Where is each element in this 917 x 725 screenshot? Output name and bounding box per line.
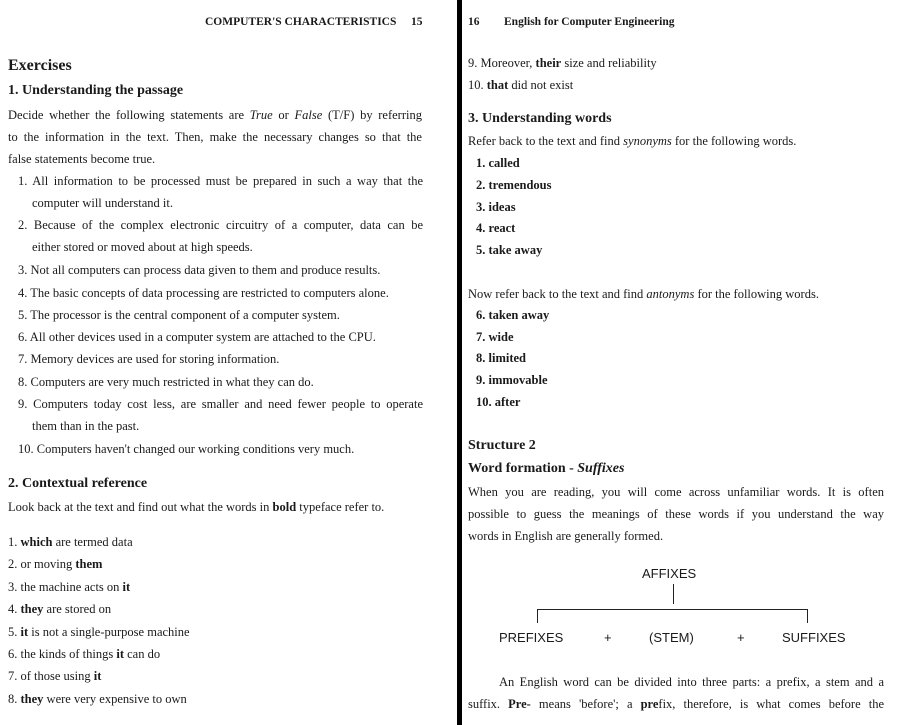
section1-instructions-line: false statements become true. xyxy=(8,152,156,166)
list-item: 3. Not all computers can process data given to them and produce results. xyxy=(18,263,381,277)
list-item: 5. The processor is the central component of a computer system. xyxy=(18,308,340,322)
list-item: 10. that did not exist xyxy=(468,78,574,92)
list-item: 10. Computers haven't changed our working conditions very much. xyxy=(18,442,355,456)
plus-sign: + xyxy=(737,630,745,645)
word-item: 8. limited xyxy=(476,351,526,365)
list-item: 1. which are termed data xyxy=(8,535,133,549)
list-item: 4. The basic concepts of data processing are restricted to computers alone. xyxy=(18,286,389,300)
list-item: 9. Moreover, their size and reliability xyxy=(468,56,657,70)
section1-instructions-line: to the information in the text. Then, make the necessary changes so that the xyxy=(8,130,422,144)
page-number: 16 xyxy=(468,16,480,28)
list-item: 1. All information to be processed must be prepared in such a way that the xyxy=(18,174,423,188)
antonyms-instructions: Now refer back to the text and find antonyms for the following words. xyxy=(468,287,819,301)
section2-instructions: Look back at the text and find out what the words in bold typeface refer to. xyxy=(8,500,385,514)
word-item: 10. after xyxy=(476,395,521,409)
left-page xyxy=(0,0,457,725)
paragraph-line: An English word can be divided into three parts: a prefix, a stem and a xyxy=(499,675,884,689)
list-item: 2. or moving them xyxy=(8,557,103,571)
exercises-heading: Exercises xyxy=(8,57,72,74)
section-heading-understanding-words: 3. Understanding words xyxy=(468,111,612,126)
list-item: 2. Because of the complex electronic circuitry of a computer, data can be xyxy=(18,218,423,232)
word-formation-subheading: Word formation - Suffixes xyxy=(468,461,625,476)
diagram-connector xyxy=(673,584,674,604)
running-header-title: English for Computer Engineering xyxy=(504,16,675,28)
list-item: 6. the kinds of things it can do xyxy=(8,647,161,661)
affixes-label: AFFIXES xyxy=(642,566,697,581)
word-item: 1. called xyxy=(476,156,520,170)
word-item: 2. tremendous xyxy=(476,178,552,192)
prefixes-label: PREFIXES xyxy=(499,630,564,645)
list-item: 7. Memory devices are used for storing information. xyxy=(18,352,280,366)
paragraph-line: suffix. Pre- means 'before'; a prefix, therefore, is what comes before the xyxy=(468,697,884,711)
list-item: 9. Computers today cost less, are smaller and need fewer people to operate xyxy=(18,397,423,411)
list-item: either stored or moved about at high speeds. xyxy=(32,240,253,254)
paragraph-line: words in English are generally formed. xyxy=(468,529,664,543)
word-item: 7. wide xyxy=(476,330,514,344)
list-item: 5. it is not a single-purpose machine xyxy=(8,625,190,639)
section-heading-understanding-passage: 1. Understanding the passage xyxy=(8,83,184,98)
list-item: 3. the machine acts on it xyxy=(8,580,131,594)
word-item: 3. ideas xyxy=(476,200,516,214)
diagram-connector xyxy=(807,609,808,623)
structure-heading: Structure 2 xyxy=(468,438,536,453)
right-page xyxy=(462,0,917,725)
stem-label: (STEM) xyxy=(649,630,694,645)
list-item: 7. of those using it xyxy=(8,669,102,683)
running-header-title: COMPUTER'S CHARACTERISTICS xyxy=(205,16,397,28)
paragraph-line: When you are reading, you will come across unfamiliar words. It is often xyxy=(468,485,884,499)
list-item: them than in the past. xyxy=(32,419,140,433)
list-item: 4. they are stored on xyxy=(8,602,112,616)
page-number: 15 xyxy=(411,16,423,28)
list-item: 8. Computers are very much restricted in what they can do. xyxy=(18,375,314,389)
section-heading-contextual-reference: 2. Contextual reference xyxy=(8,476,148,491)
paragraph-line: possible to guess the meanings of these words if you understand the way xyxy=(468,507,884,521)
list-item: 8. they were very expensive to own xyxy=(8,692,187,706)
suffixes-label: SUFFIXES xyxy=(782,630,846,645)
diagram-connector xyxy=(537,609,807,610)
word-item: 9. immovable xyxy=(476,373,548,387)
list-item: 6. All other devices used in a computer system are attached to the CPU. xyxy=(18,330,376,344)
synonyms-instructions: Refer back to the text and find synonyms for the following words. xyxy=(468,134,797,148)
section1-instructions-line: Decide whether the following statements are True or False (T/F) by referring xyxy=(8,108,422,122)
word-item: 5. take away xyxy=(476,243,543,257)
list-item: computer will understand it. xyxy=(32,196,173,210)
plus-sign: + xyxy=(604,630,612,645)
word-item: 6. taken away xyxy=(476,308,550,322)
diagram-connector xyxy=(537,609,538,623)
word-item: 4. react xyxy=(476,221,516,235)
